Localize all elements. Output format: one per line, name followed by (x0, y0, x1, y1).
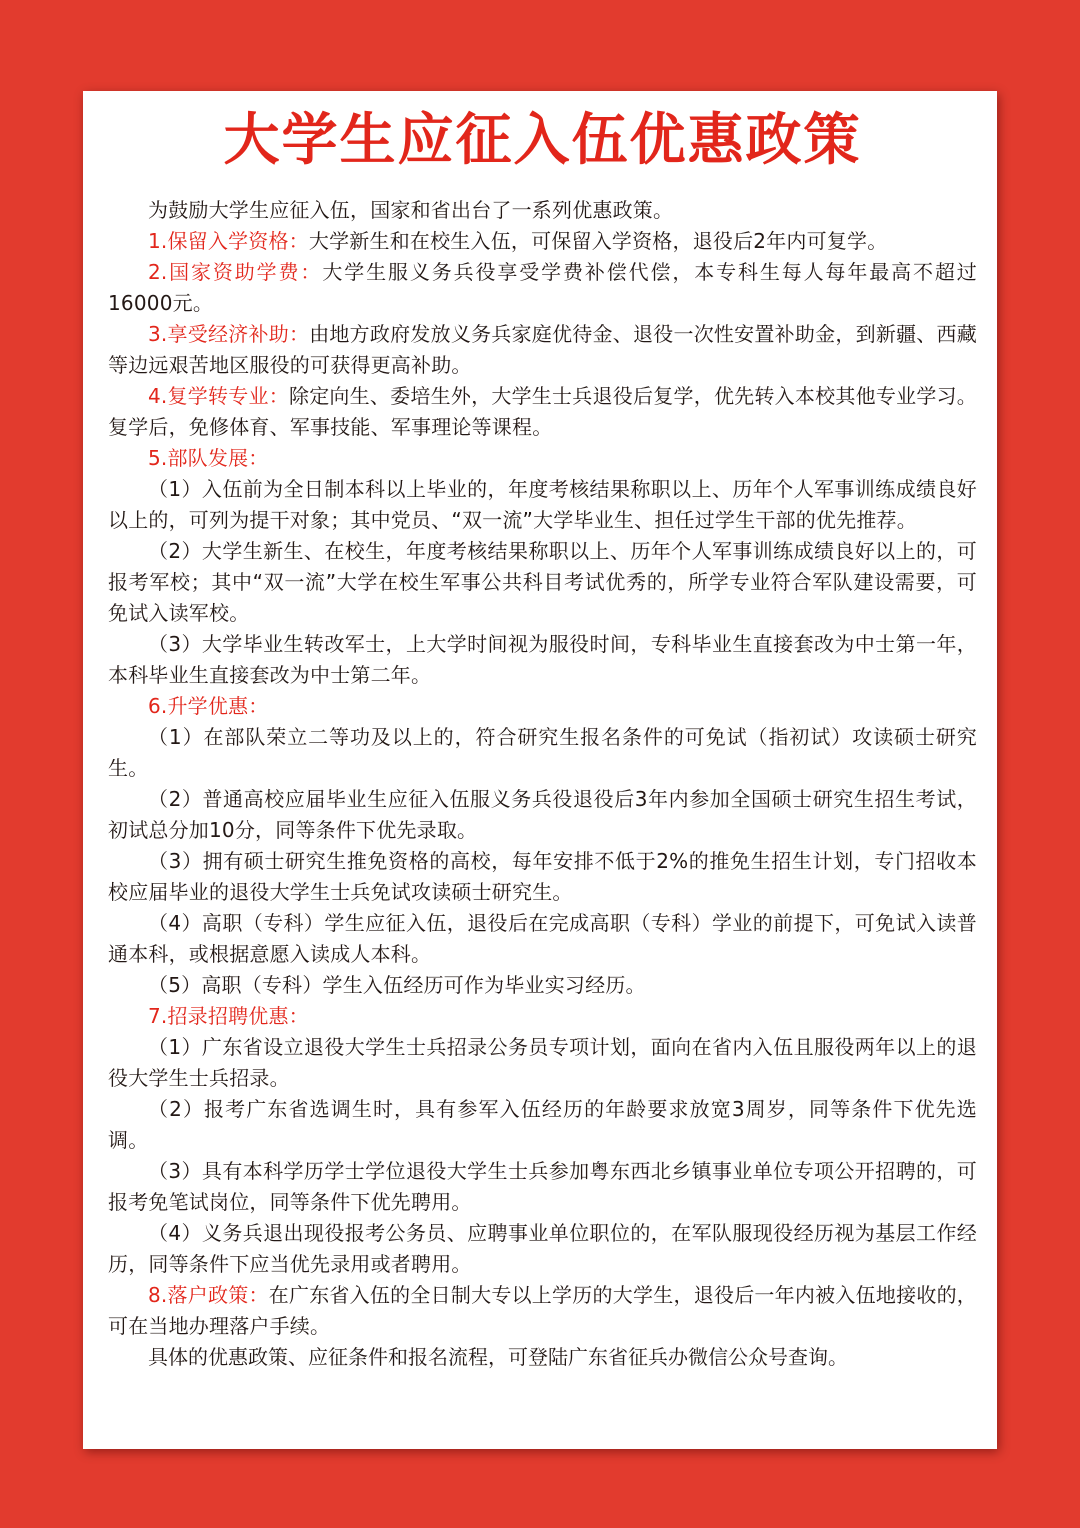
section-5-item: （1）入伍前为全日制本科以上毕业的，年度考核结果称职以上、历年个人军事训练成绩良好以上的，可列为提干对象；其中党员、“双一流”大学毕业生、担任过学生干部的优先推荐。 (108, 477, 977, 532)
section-3-heading: 3.享受经济补助： (148, 322, 310, 346)
section-6-item: （4）高职（专科）学生应征入伍，退役后在完成高职（专科）学业的前提下，可免试入读普通本科，或根据意愿入读成人本科。 (108, 911, 977, 966)
section-2-text: 大学生服义务兵役享受学费补偿代偿，本专科生每人每年最高不超过16000元。 (108, 260, 977, 315)
intro-paragraph: 为鼓励大学生应征入伍，国家和省出台了一系列优惠政策。 (148, 198, 674, 222)
section-7-heading: 7.招录招聘优惠： (148, 1004, 309, 1028)
section-5-heading: 5.部队发展： (148, 446, 269, 470)
section-4 (108, 381, 977, 443)
section-8-text: 在广东省入伍的全日制大专以上学历的大学生，退役后一年内被入伍地接收的，可在当地办理落户手续。 (108, 1283, 978, 1338)
policy-body (108, 195, 977, 1373)
section-6-item: （2）普通高校应届毕业生应征入伍服义务兵役退役后3年内参加全国硕士研究生招生考试，初试总分加10分，同等条件下优先录取。 (108, 787, 977, 842)
section-8 (108, 1280, 977, 1342)
section-1-text: 大学新生和在校生入伍，可保留入学资格，退役后2年内可复学。 (308, 229, 888, 253)
closing-paragraph: 具体的优惠政策、应征条件和报名流程，可登陆广东省征兵办微信公众号查询。 (148, 1345, 848, 1369)
section-3-text: 由地方政府发放义务兵家庭优待金、退役一次性安置补助金，到新疆、西藏等边远艰苦地区服役的可获得更高补助。 (108, 322, 977, 377)
section-2 (108, 257, 977, 319)
section-7-item: （1）广东省设立退役大学生士兵招录公务员专项计划，面向在省内入伍且服役两年以上的退役大学生士兵招录。 (108, 1035, 977, 1090)
policy-poster (83, 91, 997, 1449)
section-4-text: 除定向生、委培生外，大学生士兵退役后复学，优先转入本校其他专业学习。复学后，免修体育、军事技能、军事理论等课程。 (108, 384, 977, 439)
section-4-heading: 4.复学转专业： (148, 384, 289, 408)
section-6-item: （3）拥有硕士研究生推免资格的高校，每年安排不低于2%的推免生招生计划，专门招收本校应届毕业的退役大学生士兵免试攻读硕士研究生。 (108, 849, 977, 904)
section-7-item: （2）报考广东省选调生时，具有参军入伍经历的年龄要求放宽3周岁，同等条件下优先选调。 (108, 1097, 977, 1152)
section-2-heading: 2.国家资助学费： (148, 260, 323, 284)
section-5-item: （3）大学毕业生转改军士，上大学时间视为服役时间，专科毕业生直接套改为中士第一年，本科毕业生直接套改为中士第二年。 (108, 632, 977, 687)
section-7-item: （3）具有本科学历学士学位退役大学生士兵参加粤东西北乡镇事业单位专项公开招聘的，可报考免笔试岗位，同等条件下优先聘用。 (108, 1159, 977, 1214)
section-7-item: （4）义务兵退出现役报考公务员、应聘事业单位职位的，在军队服现役经历视为基层工作经历，同等条件下应当优先录用或者聘用。 (108, 1221, 977, 1276)
section-6-item: （5）高职（专科）学生入伍经历可作为毕业实习经历。 (148, 973, 646, 997)
section-6-heading: 6.升学优惠： (148, 694, 269, 718)
section-3 (108, 319, 977, 381)
section-6-item: （1）在部队荣立二等功及以上的，符合研究生报名条件的可免试（指初试）攻读硕士研究生。 (108, 725, 977, 780)
section-1 (108, 226, 977, 257)
section-5-item: （2）大学生新生、在校生，年度考核结果称职以上、历年个人军事训练成绩良好以上的，可报考军校；其中“双一流”大学在校生军事公共科目考试优秀的，所学专业符合军队建设需要，可免试入读军校。 (108, 539, 977, 625)
poster-title: 大学生应征入伍优惠政策 (223, 107, 862, 173)
section-1-heading: 1.保留入学资格： (148, 229, 309, 253)
section-8-heading: 8.落户政策： (148, 1283, 269, 1307)
